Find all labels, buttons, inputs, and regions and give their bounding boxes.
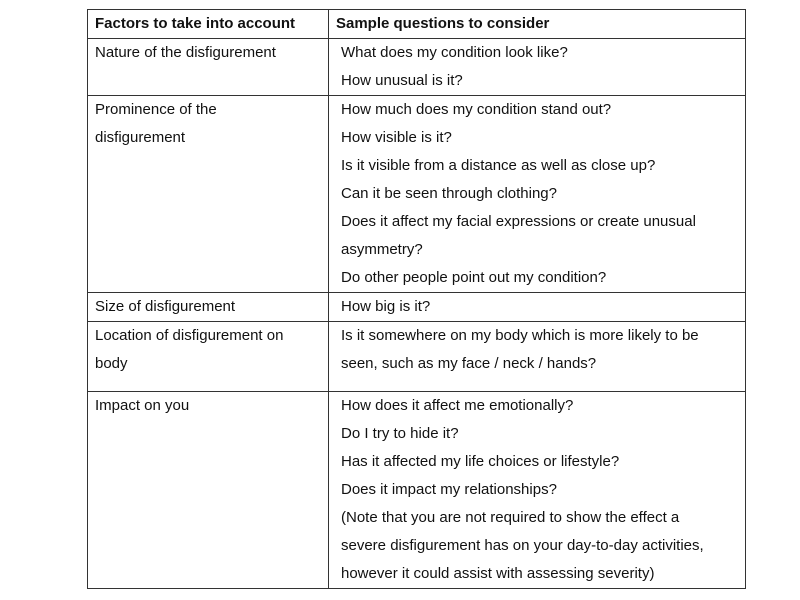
question-text: (Note that you are not required to show the effect a	[341, 509, 680, 526]
question-text: seen, such as my face / neck / hands?	[341, 355, 597, 372]
table-row	[88, 39, 746, 96]
factor-text: Size of disfigurement	[95, 298, 236, 315]
factor-text: Location of disfigurement on	[95, 327, 284, 344]
header-factors: Factors to take into account	[88, 10, 329, 39]
questions-cell	[329, 392, 746, 589]
factor-cell	[88, 39, 329, 96]
table-row	[88, 322, 746, 392]
factor-text: Prominence of the	[95, 101, 217, 118]
factor-text: Impact on you	[95, 397, 190, 414]
question-text: What does my condition look like?	[341, 44, 568, 61]
factor-text: body	[95, 355, 128, 372]
factor-cell	[88, 322, 329, 392]
question-text: How big is it?	[341, 298, 431, 315]
question-text: Does it impact my relationships?	[341, 481, 557, 498]
question-text: Does it affect my facial expressions or create unusual	[341, 213, 696, 230]
question-text: however it could assist with assessing severity)	[341, 565, 655, 582]
question-text: How much does my condition stand out?	[341, 101, 612, 118]
questions-cell	[329, 96, 746, 293]
question-text: Can it be seen through clothing?	[341, 185, 557, 202]
factor-cell	[88, 96, 329, 293]
question-text: Do I try to hide it?	[341, 425, 459, 442]
table-row	[88, 96, 746, 293]
question-text: Is it visible from a distance as well as close up?	[341, 157, 656, 174]
factor-cell	[88, 392, 329, 589]
table-row	[88, 392, 746, 589]
question-text: asymmetry?	[341, 241, 423, 258]
header-row	[88, 10, 746, 39]
question-text: How does it affect me emotionally?	[341, 397, 574, 414]
table-row	[88, 293, 746, 322]
question-text: Do other people point out my condition?	[341, 269, 607, 286]
questions-cell	[329, 322, 746, 392]
questions-cell	[329, 293, 746, 322]
question-text: Has it affected my life choices or lifestyle?	[341, 453, 620, 470]
factor-text: Nature of the disfigurement	[95, 44, 276, 61]
question-text: Is it somewhere on my body which is more likely to be	[341, 327, 699, 344]
question-text: How unusual is it?	[341, 72, 463, 89]
factor-text: disfigurement	[95, 129, 186, 146]
header-questions: Sample questions to consider	[329, 10, 746, 39]
question-text: How visible is it?	[341, 129, 452, 146]
factor-cell	[88, 293, 329, 322]
questions-cell	[329, 39, 746, 96]
factors-table	[87, 9, 746, 589]
question-text: severe disfigurement has on your day-to-day activities,	[341, 537, 704, 554]
